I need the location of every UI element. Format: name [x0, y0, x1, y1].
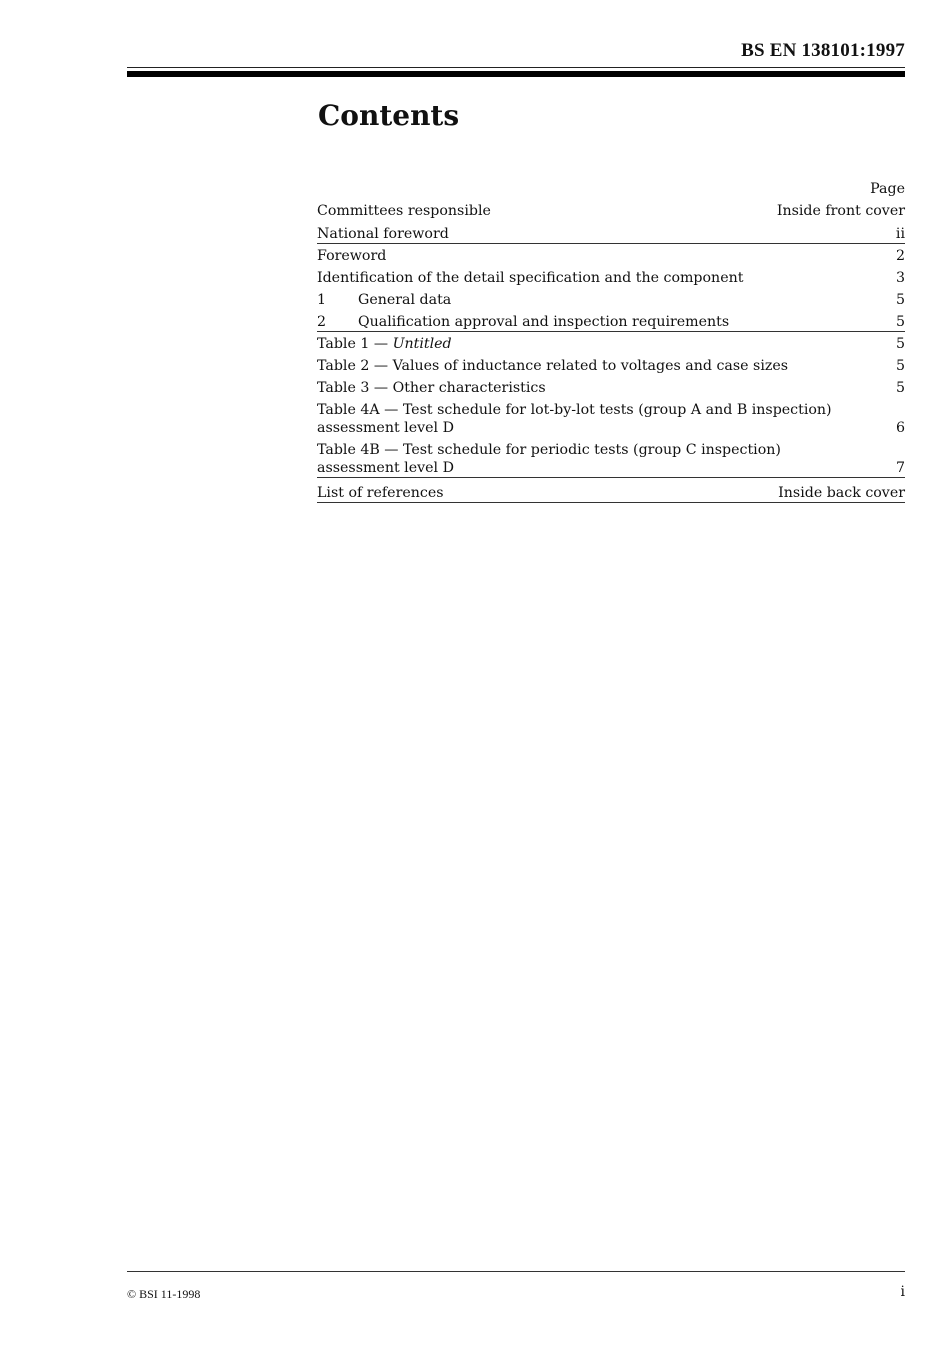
toc-entry-label: General data	[358, 292, 452, 308]
toc-entry-label: Foreword	[317, 248, 387, 264]
toc-entry-label: Table 3 — Other characteristics	[317, 380, 546, 396]
toc-entry-label: Table 1 —	[317, 336, 393, 352]
toc-entry-page: 5	[895, 314, 905, 330]
toc-entry-label-line1: Table 4A — Test schedule for lot-by-lot tests (group A and B inspection)	[317, 402, 832, 418]
toc-entry-text	[317, 441, 781, 477]
toc-entry-label: List of references	[317, 485, 444, 501]
toc-entry-label: Committees responsible	[317, 203, 491, 219]
toc-entry-text	[317, 401, 832, 437]
header-thick-rule	[127, 71, 905, 77]
toc-entry-identification[interactable]	[317, 265, 905, 287]
footer-rule	[127, 1271, 905, 1272]
toc-entry-page: 7	[895, 460, 905, 476]
toc-entry-table-4b[interactable]	[317, 437, 905, 477]
page-title: Contents	[318, 99, 460, 132]
toc-entry-page: 3	[895, 270, 905, 286]
toc-page-column-header	[317, 177, 905, 198]
toc-entry-page: 5	[895, 336, 905, 352]
toc-entry-clause-1[interactable]	[317, 287, 905, 309]
toc-entry-page: 6	[895, 420, 905, 436]
toc-entry-foreword[interactable]	[317, 243, 905, 265]
clause-number: 1	[317, 292, 327, 308]
toc-entry-page: Inside back cover	[778, 485, 905, 501]
toc-entry-text	[317, 335, 452, 353]
toc-entry-label-line2: assessment level D	[317, 460, 454, 476]
toc-entry-table-1[interactable]	[317, 331, 905, 353]
toc-entry-clause-2[interactable]	[317, 309, 905, 331]
toc-entry-table-4a[interactable]	[317, 397, 905, 437]
toc-entry-label: Identification of the detail specification and the component	[317, 270, 744, 286]
header-thin-rule	[127, 67, 905, 68]
copyright-notice: © BSI 11-1998	[127, 1287, 201, 1301]
toc-entry-label-line2: assessment level D	[317, 420, 454, 436]
toc-entry-label: Qualification approval and inspection requirements	[358, 314, 730, 330]
toc-entry-page: 2	[895, 248, 905, 264]
toc-entry-page: Inside front cover	[776, 203, 905, 219]
toc-entry-page: 5	[895, 292, 905, 308]
toc-entry-page: 5	[895, 358, 905, 374]
toc-entry-national-foreword[interactable]	[317, 220, 905, 243]
toc-entry-committees[interactable]	[317, 198, 905, 220]
toc-entry-references[interactable]	[317, 477, 905, 503]
document-code: BS EN 138101:1997	[741, 40, 905, 61]
toc-entry-label-line1: Table 4B — Test schedule for periodic tests (group C inspection)	[317, 442, 781, 458]
toc-entry-label-italic: Untitled	[392, 336, 452, 352]
toc-entry-label: National foreword	[317, 226, 449, 242]
toc-entry-label: Table 2 — Values of inductance related to voltages and case sizes	[317, 358, 789, 374]
toc-entry-page: ii	[895, 226, 905, 242]
toc-entry-table-2[interactable]	[317, 353, 905, 375]
page-number: i	[900, 1284, 905, 1300]
clause-number: 2	[317, 314, 327, 330]
table-of-contents	[317, 177, 905, 503]
page-column-label: Page	[870, 181, 905, 197]
toc-entry-text	[317, 313, 729, 331]
toc-entry-table-3[interactable]	[317, 375, 905, 397]
toc-entry-text	[317, 291, 451, 309]
toc-entry-page: 5	[895, 380, 905, 396]
